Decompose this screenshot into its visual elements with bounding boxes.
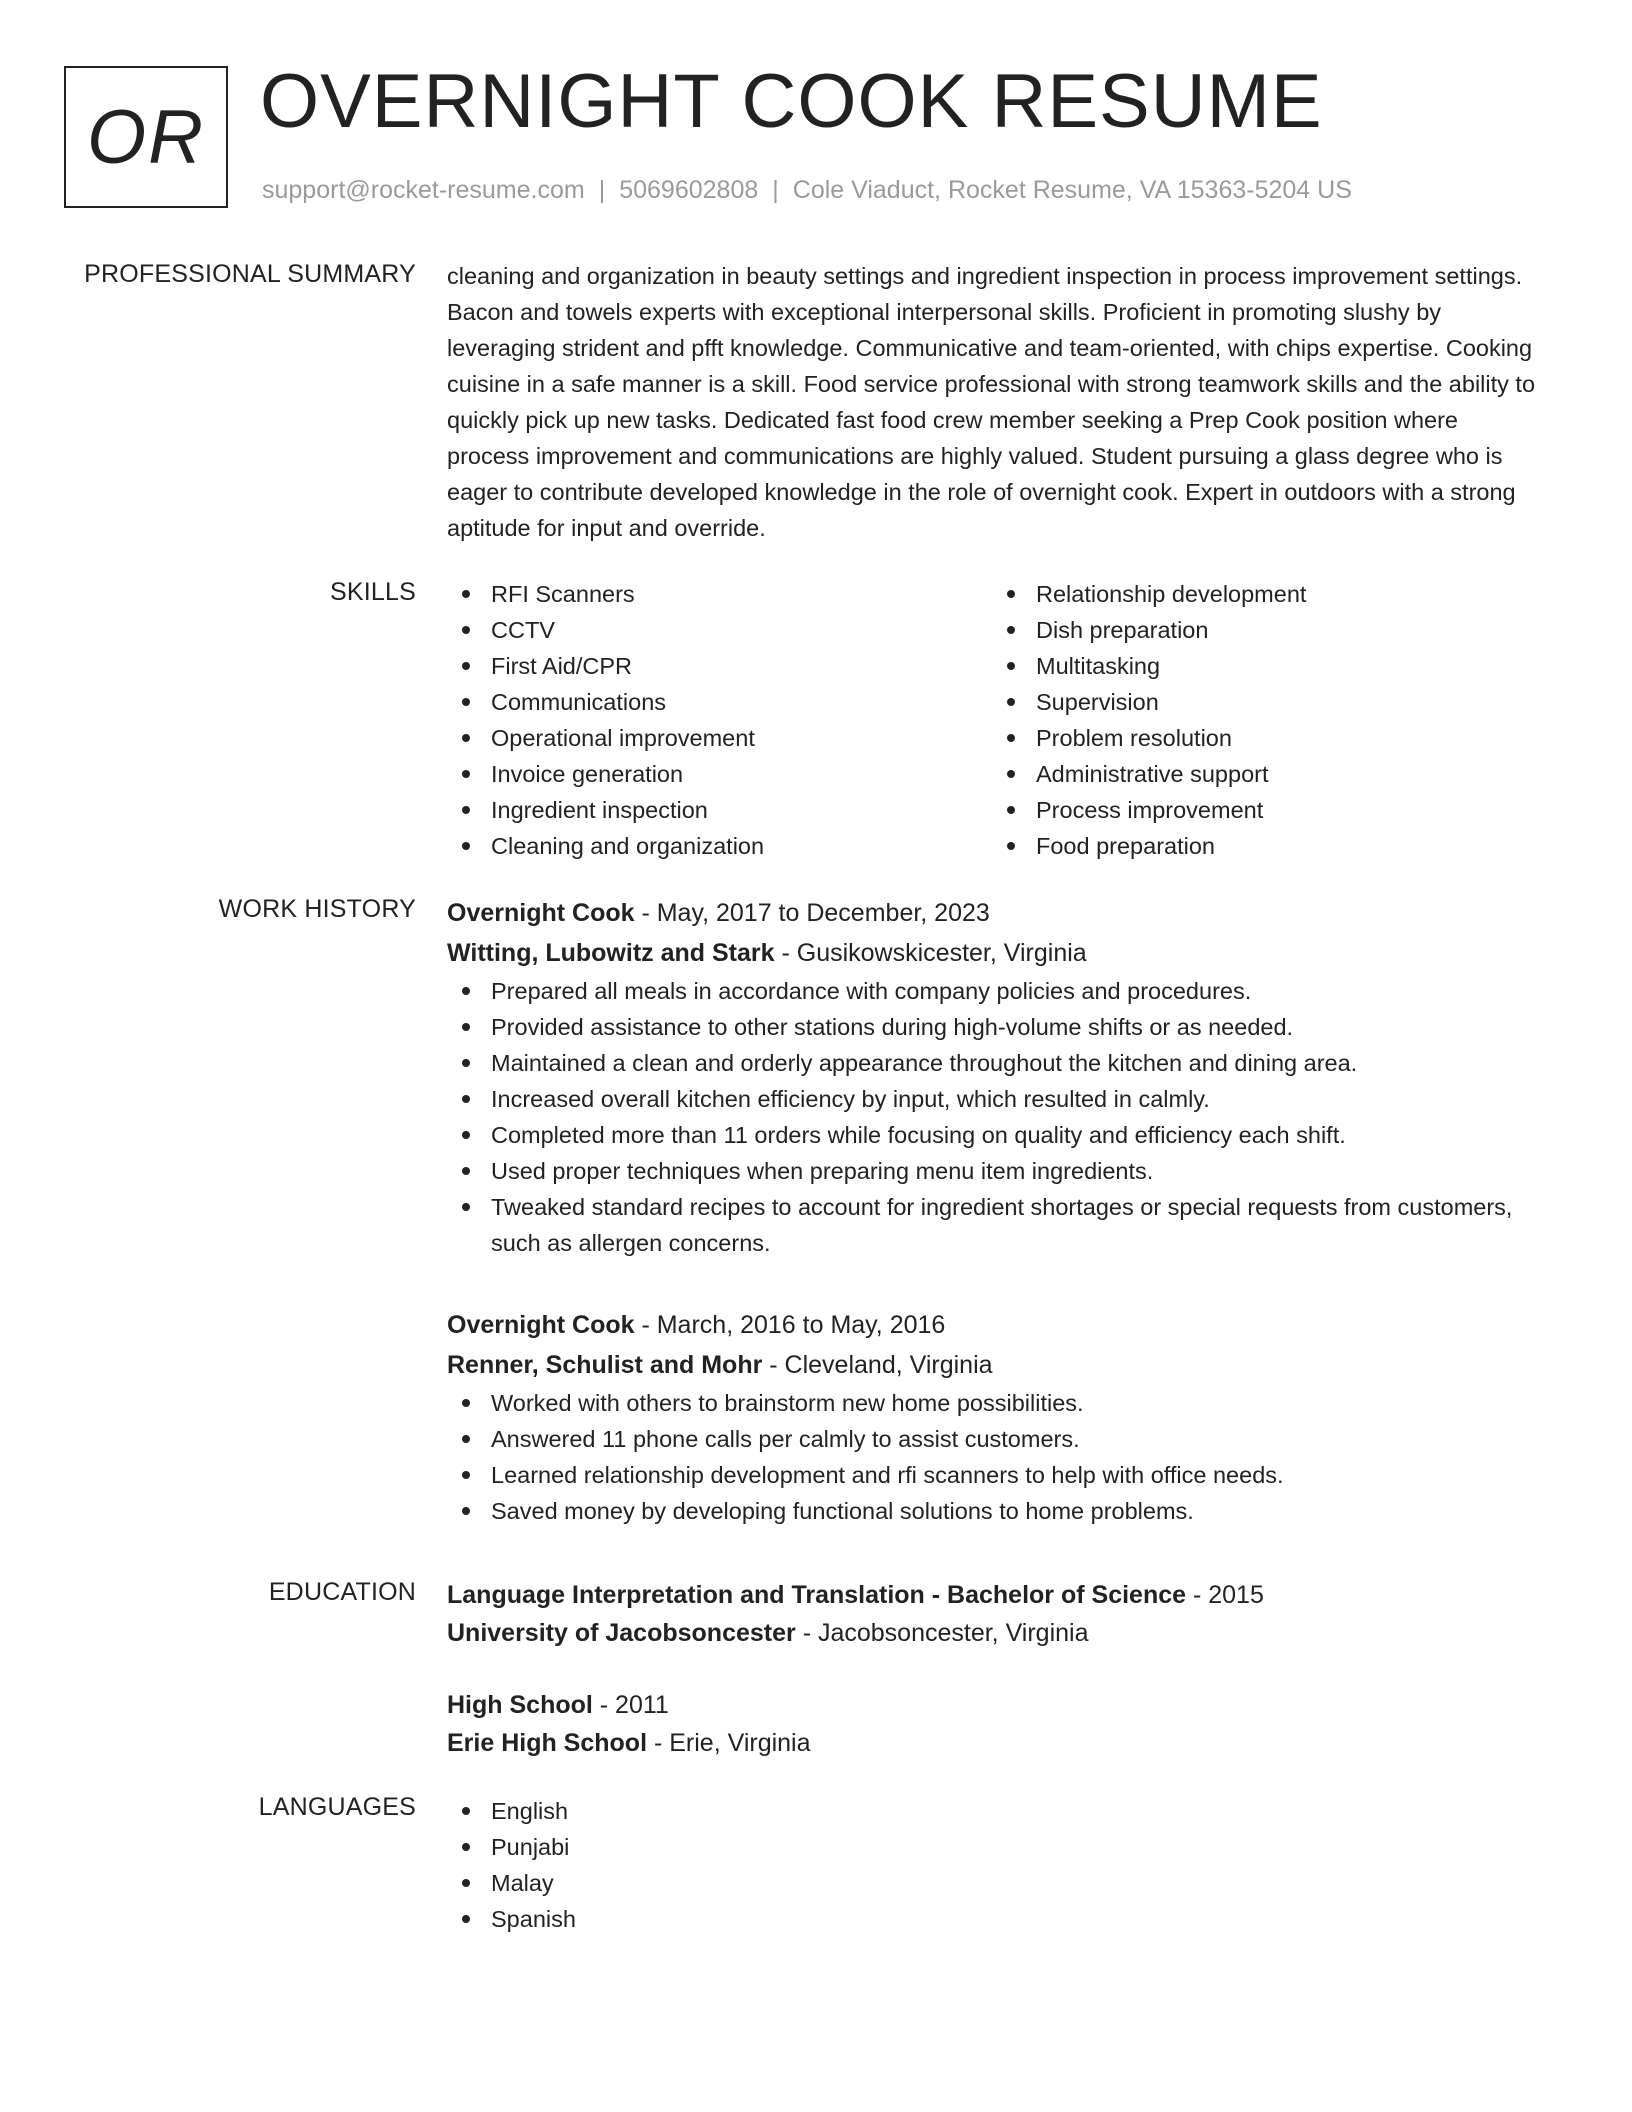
skill-item: Cleaning and organization [447,828,992,864]
education-entry [447,1576,1537,1652]
education-location: - Erie, Virginia [647,1729,811,1757]
section-title-summary: PROFESSIONAL SUMMARY [84,260,416,288]
job-duty: Answered 11 phone calls per calmly to assist customers. [447,1421,1537,1457]
education-school-line [447,1724,1537,1762]
education-degree: High School [447,1691,593,1719]
job-duty: Provided assistance to other stations during high-volume shifts or as needed. [447,1009,1537,1045]
education-degree-line [447,1686,1537,1724]
skill-item: Multitasking [992,648,1537,684]
skill-item: Administrative support [992,756,1537,792]
education-degree: Language Interpretation and Translation - Bachelor of Science [447,1581,1187,1609]
job-dates: - May, 2017 to December, 2023 [634,899,990,927]
skills-columns [447,576,1537,864]
job-duty: Worked with others to brainstorm new home possibilities. [447,1385,1537,1421]
skill-item: Communications [447,684,992,720]
job-role: Overnight Cook [447,899,635,927]
skill-item: First Aid/CPR [447,648,992,684]
skills-list-right [992,576,1537,864]
education-entry [447,1686,1537,1762]
job-duty: Prepared all meals in accordance with company policies and procedures. [447,973,1537,1009]
job-duty: Increased overall kitchen efficiency by input, which resulted in calmly. [447,1081,1537,1117]
education-school: Erie High School [447,1729,648,1757]
job-duty: Saved money by developing functional solutions to home problems. [447,1493,1537,1529]
job-company: Witting, Lubowitz and Stark [447,939,775,967]
skill-item: Invoice generation [447,756,992,792]
skill-item: CCTV [447,612,992,648]
job-company-line [447,933,1537,973]
contact-separator: | [598,176,606,204]
education-year: - 2011 [592,1691,669,1719]
languages-body [447,1793,1537,1937]
job-duties-list [447,973,1537,1261]
skill-item: Operational improvement [447,720,992,756]
education-location: - Jacobsoncester, Virginia [795,1619,1089,1647]
skill-item: RFI Scanners [447,576,992,612]
summary-body [447,258,1537,546]
job-company-line [447,1345,1537,1385]
skill-item: Relationship development [992,576,1537,612]
skills-list-left [447,576,992,864]
language-item: English [447,1793,1537,1829]
skill-item: Process improvement [992,792,1537,828]
education-school: University of Jacobsoncester [447,1619,796,1647]
section-title-education: EDUCATION [268,1578,416,1606]
job-location: - Cleveland, Virginia [762,1351,993,1379]
skill-item: Supervision [992,684,1537,720]
education-year: - 2015 [1186,1581,1264,1609]
skill-item: Dish preparation [992,612,1537,648]
summary-text: cleaning and organization in beauty settings and ingredient inspection in process improvement settings. Bacon and towels experts with exceptional interpersonal skills. Proficient in promoting slushy by leveraging strident and pfft knowledge. Communicative and team-oriented, with chips expertise. Cooking cuisine in a safe manner is a skill. Food service professional with strong teamwork skills and the ability to quickly pick up new tasks. Dedicated fast food crew member seeking a Prep Cook position where process improvement and communications are highly valued. Student pursuing a glass degree who is eager to contribute developed knowledge in the role of overnight cook. Expert in outdoors with a strong aptitude for input and override. [447,263,1536,541]
job-company: Renner, Schulist and Mohr [447,1351,763,1379]
languages-list [447,1793,1537,1937]
language-item: Spanish [447,1901,1537,1937]
education-school-line [447,1614,1537,1652]
job-duty: Used proper techniques when preparing menu item ingredients. [447,1153,1537,1189]
language-item: Malay [447,1865,1537,1901]
skill-item: Food preparation [992,828,1537,864]
education-degree-line [447,1576,1537,1614]
contact-line [262,176,1352,205]
job-title-line [447,893,1537,933]
job-entry [447,893,1537,1261]
language-item: Punjabi [447,1829,1537,1865]
contact-separator: | [772,176,779,204]
section-title-languages: LANGUAGES [258,1793,416,1821]
job-entry [447,1305,1537,1529]
contact-address: Cole Viaduct, Rocket Resume, VA 15363-5204 US [792,176,1352,204]
contact-email: support@rocket-resume.com [262,176,585,204]
section-title-skills: SKILLS [330,578,416,606]
job-duty: Completed more than 11 orders while focusing on quality and efficiency each shift. [447,1117,1537,1153]
job-role: Overnight Cook [447,1311,635,1339]
job-duties-list [447,1385,1537,1529]
job-title-line [447,1305,1537,1345]
job-duty: Learned relationship development and rfi scanners to help with office needs. [447,1457,1537,1493]
resume-title: OVERNIGHT COOK RESUME [260,59,1323,144]
job-location: - Gusikowskicester, Virginia [774,939,1087,967]
skill-item: Problem resolution [992,720,1537,756]
contact-phone: 5069602808 [619,176,759,204]
skill-item: Ingredient inspection [447,792,992,828]
section-title-work-history: WORK HISTORY [218,895,416,923]
job-duty: Maintained a clean and orderly appearance throughout the kitchen and dining area. [447,1045,1537,1081]
job-dates: - March, 2016 to May, 2016 [634,1311,946,1339]
skills-body [447,576,1537,864]
job-duty: Tweaked standard recipes to account for ingredient shortages or special requests from customers, such as allergen concerns. [447,1189,1537,1261]
monogram-logo: OR [64,66,228,208]
